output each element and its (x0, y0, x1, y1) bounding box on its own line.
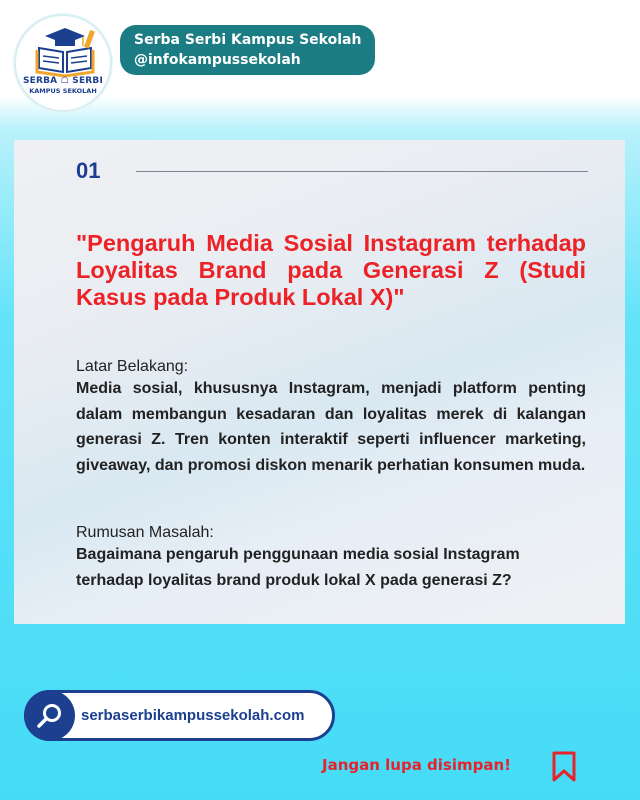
bookmark-icon[interactable] (551, 751, 577, 783)
divider (136, 171, 588, 172)
website-link[interactable] (24, 690, 335, 741)
brand-name: Serba Serbi Kampus Sekolah (134, 32, 362, 48)
brand-badge (120, 25, 375, 75)
logo-text-line2: KAMPUS SEKOLAH (29, 87, 97, 95)
search-button[interactable] (24, 690, 75, 741)
content-card (14, 140, 625, 624)
section-heading-latar-belakang: Latar Belakang: (76, 358, 189, 375)
card-number: 01 (76, 158, 101, 183)
logo-text-line1: SERBA ☖ SERBI (22, 76, 104, 86)
brand-handle: @infokampussekolah (134, 52, 301, 68)
graduation-book-icon (33, 26, 97, 78)
save-reminder: Jangan lupa disimpan! (322, 756, 512, 774)
section-body-rumusan-masalah: Bagaimana pengaruh penggunaan media sosial Instagram terhadap loyalitas brand produk lokal X pada generasi Z? (76, 546, 520, 589)
section-heading-rumusan-masalah: Rumusan Masalah: (76, 524, 214, 541)
website-url[interactable]: serbaserbikampussekolah.com (81, 707, 305, 724)
logo (14, 14, 112, 112)
section-body-latar-belakang: Media sosial, khususnya Instagram, menjadi platform penting dalam membangun kesadaran dan loyalitas merek di kalangan generasi Z. Tren konten interaktif seperti influencer marketing, giveaway, dan promosi diskon menarik perhatian konsumen muda. (76, 380, 586, 474)
search-icon (36, 702, 63, 729)
card-title: "Pengaruh Media Sosial Instagram terhadap Loyalitas Brand pada Generasi Z (Studi Kasus pada Produk Lokal X)" (76, 230, 586, 310)
